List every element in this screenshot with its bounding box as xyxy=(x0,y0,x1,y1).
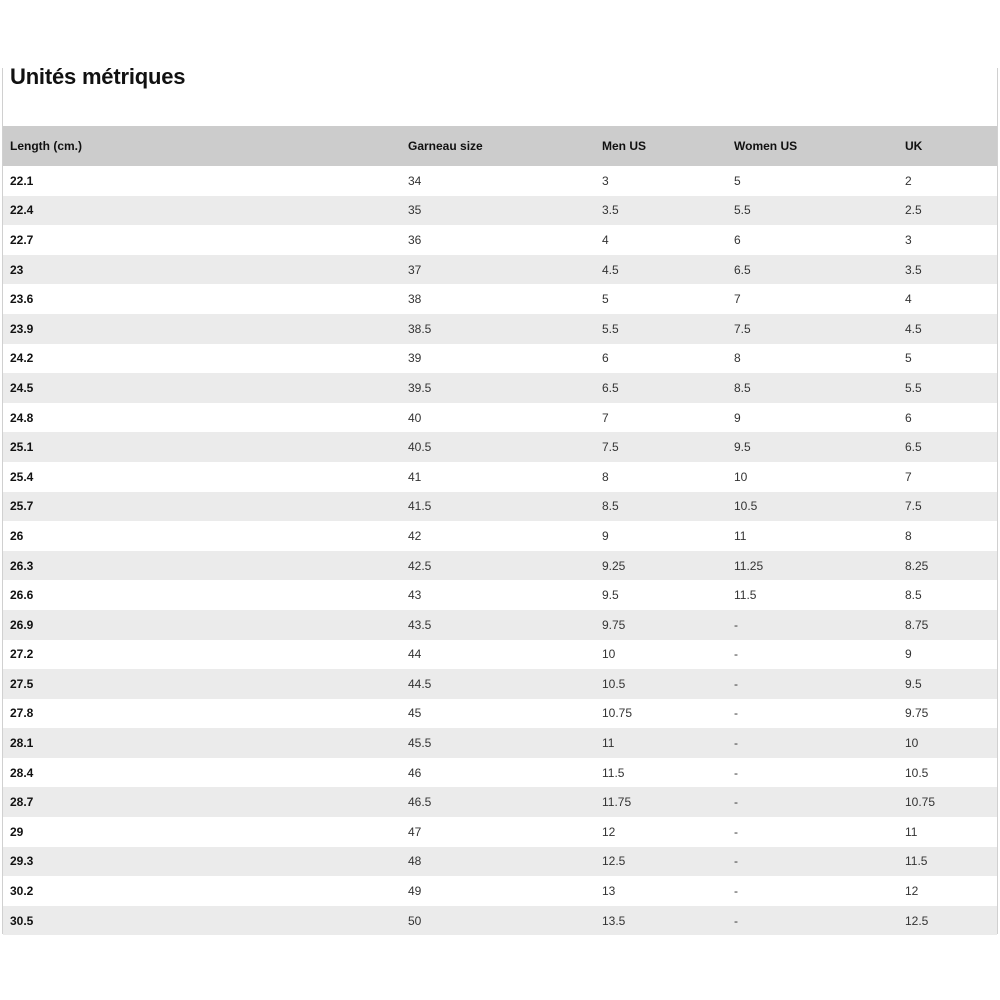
cell-men-us: 9.25 xyxy=(595,551,727,581)
table-row xyxy=(3,876,997,906)
table-body xyxy=(3,166,997,935)
cell-garneau-size: 42 xyxy=(401,521,595,551)
cell-uk: 8.25 xyxy=(898,551,997,581)
column-header-women-us: Women US xyxy=(727,126,898,166)
cell-men-us: 3.5 xyxy=(595,196,727,226)
cell-women-us: 5.5 xyxy=(727,196,898,226)
cell-uk: 7 xyxy=(898,462,997,492)
cell-men-us: 13 xyxy=(595,876,727,906)
cell-length: 28.1 xyxy=(3,728,401,758)
table-row xyxy=(3,521,997,551)
column-header-men-us: Men US xyxy=(595,126,727,166)
cell-garneau-size: 37 xyxy=(401,255,595,285)
cell-women-us: - xyxy=(727,669,898,699)
cell-garneau-size: 45.5 xyxy=(401,728,595,758)
table-row xyxy=(3,373,997,403)
cell-length: 25.7 xyxy=(3,492,401,522)
table-row xyxy=(3,728,997,758)
cell-women-us: 9.5 xyxy=(727,432,898,462)
cell-men-us: 11.75 xyxy=(595,787,727,817)
cell-length: 27.2 xyxy=(3,640,401,670)
cell-women-us: - xyxy=(727,728,898,758)
cell-uk: 4 xyxy=(898,284,997,314)
size-chart-table xyxy=(3,126,997,935)
cell-garneau-size: 43.5 xyxy=(401,610,595,640)
cell-garneau-size: 41.5 xyxy=(401,492,595,522)
cell-uk: 8.75 xyxy=(898,610,997,640)
cell-men-us: 5.5 xyxy=(595,314,727,344)
cell-uk: 6 xyxy=(898,403,997,433)
cell-uk: 12 xyxy=(898,876,997,906)
cell-length: 24.2 xyxy=(3,344,401,374)
cell-women-us: 5 xyxy=(727,166,898,196)
cell-garneau-size: 41 xyxy=(401,462,595,492)
cell-uk: 8 xyxy=(898,521,997,551)
table-row xyxy=(3,640,997,670)
cell-uk: 10.5 xyxy=(898,758,997,788)
cell-garneau-size: 44.5 xyxy=(401,669,595,699)
cell-men-us: 4.5 xyxy=(595,255,727,285)
cell-length: 26 xyxy=(3,521,401,551)
cell-length: 26.6 xyxy=(3,580,401,610)
cell-uk: 2 xyxy=(898,166,997,196)
cell-men-us: 11.5 xyxy=(595,758,727,788)
cell-length: 29.3 xyxy=(3,847,401,877)
table-row xyxy=(3,432,997,462)
cell-length: 22.7 xyxy=(3,225,401,255)
cell-men-us: 8.5 xyxy=(595,492,727,522)
cell-women-us: 10.5 xyxy=(727,492,898,522)
cell-garneau-size: 43 xyxy=(401,580,595,610)
table-row xyxy=(3,196,997,226)
cell-length: 25.4 xyxy=(3,462,401,492)
cell-women-us: - xyxy=(727,758,898,788)
table-row xyxy=(3,166,997,196)
cell-men-us: 12.5 xyxy=(595,847,727,877)
cell-length: 27.8 xyxy=(3,699,401,729)
cell-garneau-size: 48 xyxy=(401,847,595,877)
cell-uk: 6.5 xyxy=(898,432,997,462)
cell-women-us: - xyxy=(727,847,898,877)
cell-men-us: 10.5 xyxy=(595,669,727,699)
cell-length: 28.7 xyxy=(3,787,401,817)
cell-women-us: 6 xyxy=(727,225,898,255)
cell-women-us: - xyxy=(727,876,898,906)
table-row xyxy=(3,492,997,522)
cell-uk: 11 xyxy=(898,817,997,847)
cell-men-us: 8 xyxy=(595,462,727,492)
cell-uk: 2.5 xyxy=(898,196,997,226)
cell-length: 29 xyxy=(3,817,401,847)
cell-uk: 7.5 xyxy=(898,492,997,522)
table-row xyxy=(3,225,997,255)
cell-women-us: 11.25 xyxy=(727,551,898,581)
table-row xyxy=(3,580,997,610)
cell-garneau-size: 46.5 xyxy=(401,787,595,817)
cell-men-us: 6.5 xyxy=(595,373,727,403)
cell-women-us: 7.5 xyxy=(727,314,898,344)
cell-men-us: 5 xyxy=(595,284,727,314)
cell-length: 25.1 xyxy=(3,432,401,462)
cell-men-us: 10.75 xyxy=(595,699,727,729)
cell-men-us: 4 xyxy=(595,225,727,255)
table-row xyxy=(3,314,997,344)
cell-men-us: 12 xyxy=(595,817,727,847)
cell-men-us: 9 xyxy=(595,521,727,551)
cell-men-us: 7 xyxy=(595,403,727,433)
cell-uk: 12.5 xyxy=(898,906,997,936)
table-row xyxy=(3,699,997,729)
cell-length: 30.5 xyxy=(3,906,401,936)
cell-length: 22.4 xyxy=(3,196,401,226)
cell-women-us: 11.5 xyxy=(727,580,898,610)
cell-length: 30.2 xyxy=(3,876,401,906)
cell-garneau-size: 45 xyxy=(401,699,595,729)
table-row xyxy=(3,610,997,640)
cell-women-us: 7 xyxy=(727,284,898,314)
cell-women-us: 9 xyxy=(727,403,898,433)
cell-women-us: 8 xyxy=(727,344,898,374)
cell-length: 24.8 xyxy=(3,403,401,433)
cell-garneau-size: 39 xyxy=(401,344,595,374)
table-row xyxy=(3,787,997,817)
cell-garneau-size: 34 xyxy=(401,166,595,196)
cell-length: 22.1 xyxy=(3,166,401,196)
cell-garneau-size: 36 xyxy=(401,225,595,255)
cell-uk: 10.75 xyxy=(898,787,997,817)
page-title: Unités métriques xyxy=(10,64,186,89)
table-header-row xyxy=(3,126,997,166)
cell-men-us: 10 xyxy=(595,640,727,670)
column-header-uk: UK xyxy=(898,126,997,166)
cell-women-us: 10 xyxy=(727,462,898,492)
cell-women-us: - xyxy=(727,699,898,729)
cell-garneau-size: 44 xyxy=(401,640,595,670)
cell-women-us: - xyxy=(727,640,898,670)
table-row xyxy=(3,847,997,877)
table-row xyxy=(3,758,997,788)
cell-women-us: - xyxy=(727,906,898,936)
cell-uk: 3 xyxy=(898,225,997,255)
cell-garneau-size: 49 xyxy=(401,876,595,906)
cell-women-us: - xyxy=(727,817,898,847)
cell-uk: 9 xyxy=(898,640,997,670)
cell-garneau-size: 42.5 xyxy=(401,551,595,581)
column-header-length: Length (cm.) xyxy=(3,126,401,166)
column-header-garneau-size: Garneau size xyxy=(401,126,595,166)
cell-men-us: 13.5 xyxy=(595,906,727,936)
cell-men-us: 7.5 xyxy=(595,432,727,462)
table-row xyxy=(3,551,997,581)
cell-garneau-size: 40 xyxy=(401,403,595,433)
cell-uk: 10 xyxy=(898,728,997,758)
cell-garneau-size: 38 xyxy=(401,284,595,314)
cell-uk: 8.5 xyxy=(898,580,997,610)
cell-uk: 11.5 xyxy=(898,847,997,877)
table-row xyxy=(3,344,997,374)
cell-garneau-size: 38.5 xyxy=(401,314,595,344)
cell-women-us: 6.5 xyxy=(727,255,898,285)
cell-men-us: 6 xyxy=(595,344,727,374)
cell-garneau-size: 50 xyxy=(401,906,595,936)
table-row xyxy=(3,817,997,847)
cell-men-us: 9.75 xyxy=(595,610,727,640)
cell-uk: 3.5 xyxy=(898,255,997,285)
table-row xyxy=(3,669,997,699)
cell-women-us: 8.5 xyxy=(727,373,898,403)
cell-length: 23.9 xyxy=(3,314,401,344)
cell-length: 26.9 xyxy=(3,610,401,640)
table-row xyxy=(3,403,997,433)
cell-uk: 5.5 xyxy=(898,373,997,403)
cell-length: 24.5 xyxy=(3,373,401,403)
cell-uk: 5 xyxy=(898,344,997,374)
cell-men-us: 3 xyxy=(595,166,727,196)
cell-length: 23.6 xyxy=(3,284,401,314)
table-row xyxy=(3,906,997,936)
cell-men-us: 9.5 xyxy=(595,580,727,610)
cell-uk: 9.75 xyxy=(898,699,997,729)
cell-women-us: - xyxy=(727,787,898,817)
cell-length: 28.4 xyxy=(3,758,401,788)
table-row xyxy=(3,462,997,492)
cell-garneau-size: 47 xyxy=(401,817,595,847)
cell-women-us: - xyxy=(727,610,898,640)
cell-length: 23 xyxy=(3,255,401,285)
cell-men-us: 11 xyxy=(595,728,727,758)
cell-garneau-size: 40.5 xyxy=(401,432,595,462)
cell-length: 27.5 xyxy=(3,669,401,699)
table-row xyxy=(3,255,997,285)
cell-uk: 9.5 xyxy=(898,669,997,699)
cell-garneau-size: 35 xyxy=(401,196,595,226)
cell-women-us: 11 xyxy=(727,521,898,551)
cell-garneau-size: 46 xyxy=(401,758,595,788)
table-row xyxy=(3,284,997,314)
cell-length: 26.3 xyxy=(3,551,401,581)
cell-garneau-size: 39.5 xyxy=(401,373,595,403)
cell-uk: 4.5 xyxy=(898,314,997,344)
